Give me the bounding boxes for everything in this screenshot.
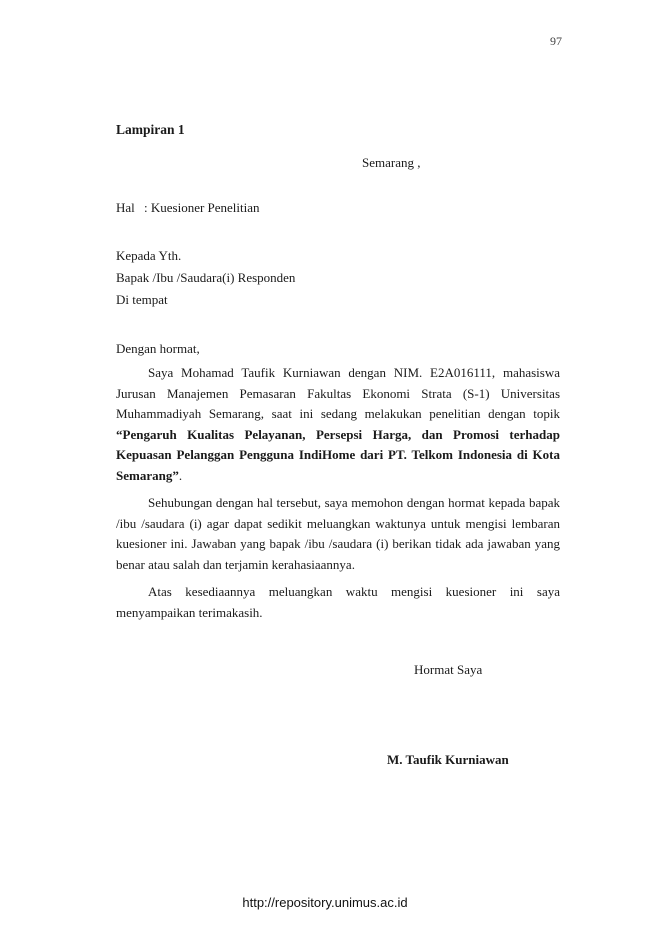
letter-body	[116, 363, 560, 630]
page-number: 97	[550, 34, 562, 48]
subject-line	[116, 200, 260, 216]
appendix-heading: Lampiran 1	[116, 122, 185, 137]
paragraph-intro	[116, 363, 560, 486]
subject-label: Hal	[116, 200, 135, 215]
paragraph-request: Sehubungan dengan hal tersebut, saya memohon dengan hormat kepada bapak /ibu /saudara (i) agar dapat sedikit meluangkan waktunya untuk mengisi lembaran kuesioner ini. Jawaban yang bapak /ibu /saudara (i) berikan tidak ada jawaban yang benar atau salah dan terjamin kerahasiaannya.	[116, 495, 560, 572]
greeting: Dengan hormat,	[116, 341, 200, 356]
closing: Hormat Saya	[414, 662, 483, 677]
footer-url: http://repository.unimus.ac.id	[242, 895, 408, 910]
address-line: Bapak /Ibu /Saudara(i) Responden	[116, 270, 296, 285]
paragraph-thanks: Atas kesediaannya meluangkan waktu mengisi kuesioner ini saya menyampaikan terimakasih.	[116, 584, 560, 620]
paragraph-intro-text: Saya Mohamad Taufik Kurniawan dengan NIM. E2A016111, mahasiswa Jurusan Manajemen Pemasaran Fakultas Ekonomi Strata (S-1) Universitas Muhammadiyah Semarang, saat ini sedang melakukan penelitian dengan topik	[116, 365, 560, 421]
research-title: “Pengaruh Kualitas Pelayanan, Persepsi Harga, dan Promosi terhadap Kepuasan Pelanggan Pengguna IndiHome dari PT. Telkom Indonesia di Kota Semarang”	[116, 426, 560, 483]
signature-name: M. Taufik Kurniawan	[387, 752, 509, 767]
place-date: Semarang ,	[362, 155, 421, 170]
recipient-address	[116, 245, 295, 311]
address-line: Di tempat	[116, 292, 168, 307]
paragraph-intro-end: .	[178, 467, 183, 483]
subject-value: : Kuesioner Penelitian	[144, 200, 260, 215]
address-line: Kepada Yth.	[116, 248, 182, 263]
